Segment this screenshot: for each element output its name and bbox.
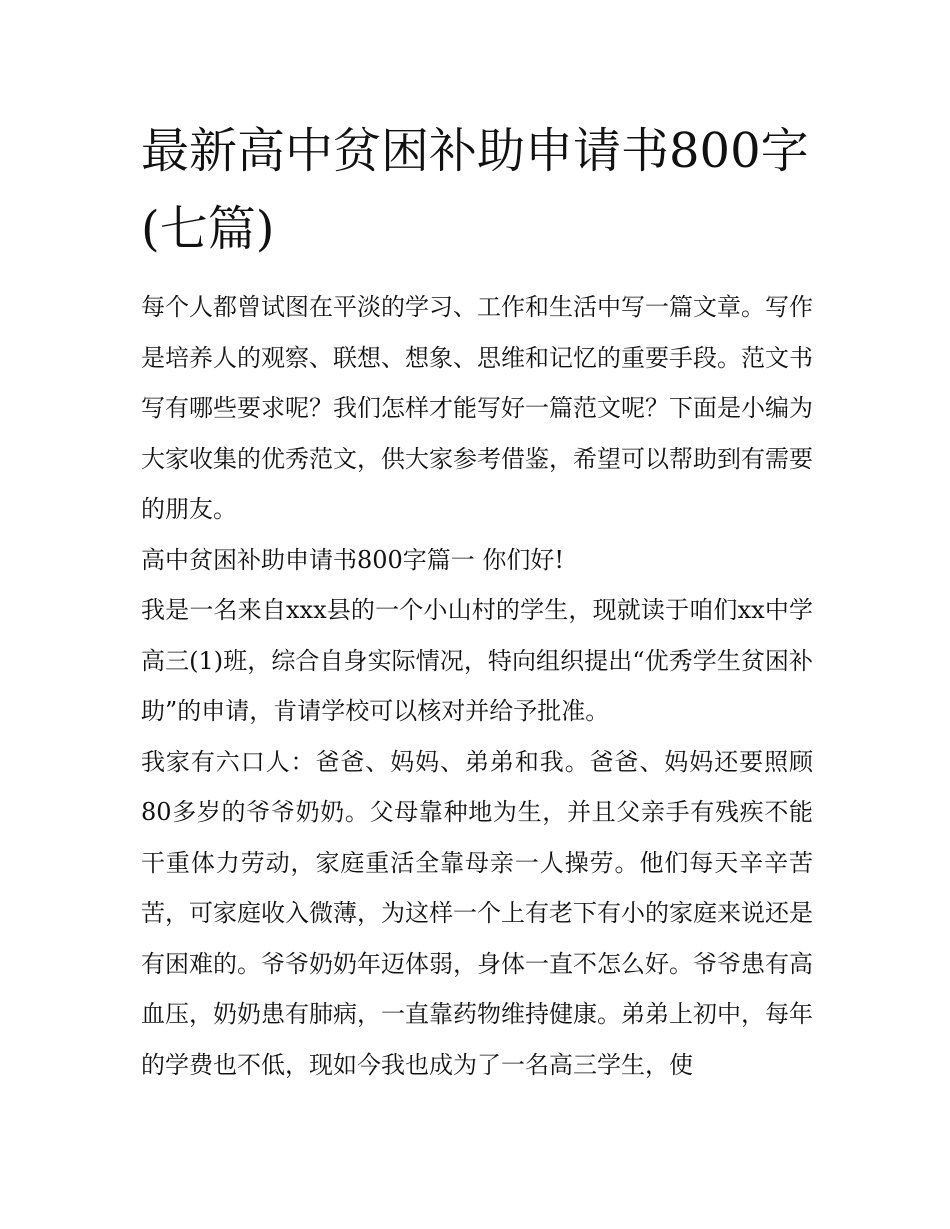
document-page bbox=[141, 112, 813, 1090]
paragraph-applicant-info: 我是一名来自xxx县的一个小山村的学生，现就读于咱们xx中学高三(1)班，综合自身实际情况，特向组织提出“优秀学生贫困补助”的申请，肯请学校可以核对并给予批准。 bbox=[141, 596, 813, 725]
document-title: 最新高中贫困补助申请书800字(七篇) bbox=[141, 123, 809, 257]
paragraph-family-situation: 我家有六口人：爸爸、妈妈、弟弟和我。爸爸、妈妈还要照顾80多岁的爷爷奶奶。父母靠种地为生，并且父亲手有残疾不能干重体力劳动，家庭重活全靠母亲一人操劳。他们每天辛辛苦苦，可家庭收入微薄，为这样一个上有老下有小的家庭来说还是有困难的。爷爷奶奶年迈体弱，身体一直不怎么好。爷爷患有高血压，奶奶患有肺病，一直靠药物维持健康。弟弟上初中，每年的学费也不低，现如今我也成为了一名高三学生，使 bbox=[141, 747, 813, 1079]
paragraph-heading-1: 高中贫困补助申请书800字篇一 你们好! bbox=[141, 545, 565, 574]
paragraph-intro: 每个人都曾试图在平淡的学习、工作和生活中写一篇文章。写作是培养人的观察、联想、想象、思维和记忆的重要手段。范文书写有哪些要求呢？我们怎样才能写好一篇范文呢？下面是小编为大家收集的优秀范文，供大家参考借鉴，希望可以帮助到有需要的朋友。 bbox=[141, 293, 813, 523]
